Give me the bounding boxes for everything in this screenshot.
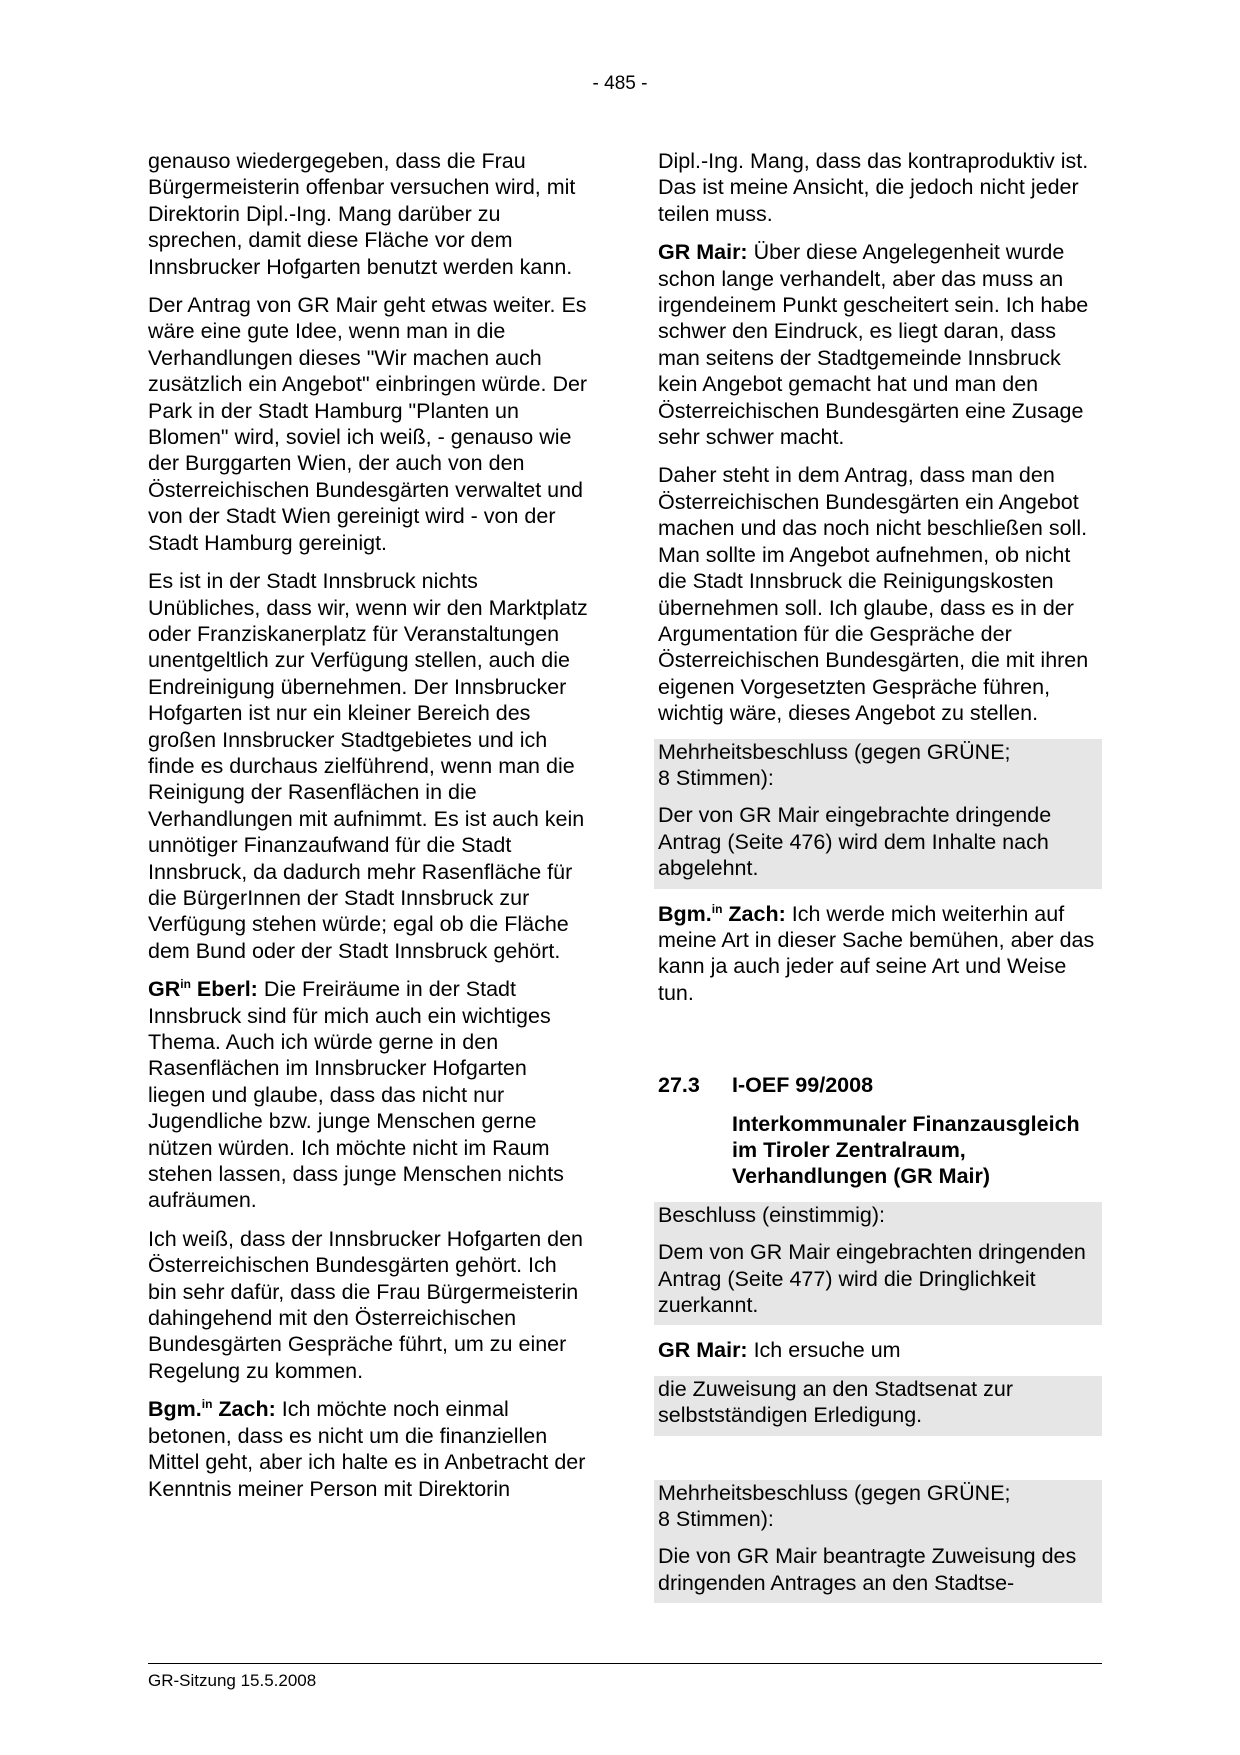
speech-eberl: $GR^{in}$ Eberl: Die Freiräume in der Stadt Innsbruck sind für mich auch ein wichtiges Thema. Auch ich würde gerne in den Rasenflächen im Innsbrucker Hofgarten liegen und glaube, dass das nicht nur Jugendliche bzw. junge Menschen gerne nützen würden. Ich möchte nicht im Raum stehen lassen, dass junge Menschen nichts aufräumen. xyxy=(148,977,564,1213)
section-title: Interkommunaler Finanzausgleich im Tiroler Zentralraum, Verhandlungen (GR Mair) xyxy=(732,1111,1080,1189)
right-column xyxy=(658,148,1102,1603)
resolution-text: Dem von GR Mair eingebrachten dringenden Antrag (Seite 477) wird die Dringlichkeit zuerkannt. xyxy=(654,1235,1102,1325)
page-number: - 485 - xyxy=(592,73,648,94)
resolution-text: Die von GR Mair beantragte Zuweisung des dringenden Antrages an den Stadtse- xyxy=(654,1539,1102,1603)
request-text: die Zuweisung an den Stadtsenat zur selbstständigen Erledigung. xyxy=(654,1376,1102,1436)
paragraph: Dipl.-Ing. Mang, dass das kontraproduktiv ist. Das ist meine Ansicht, die jedoch nicht jeder teilen muss. xyxy=(658,149,1089,226)
resolution-heading: Beschluss (einstimmig): xyxy=(654,1202,1102,1235)
footer-session-date: GR-Sitzung 15.5.2008 xyxy=(148,1671,317,1690)
footer-divider xyxy=(148,1663,1102,1664)
speech-zach: Bgm.$^{in}$ Zach: Ich werde mich weiterhin auf meine Art in dieser Sache bemühen, aber das kann ja auch jeder auf seine Art und Weise tun. xyxy=(658,901,1095,1005)
speaker-label: Bgm.$^{in}$ Zach: xyxy=(658,901,786,926)
speaker-label: GR Mair: xyxy=(658,1338,748,1363)
paragraph: Der Antrag von GR Mair geht etwas weiter. Es wäre eine gute Idee, wenn man in die Verhandlungen dieses "Wir machen auch zusätzlich ein Angebot" einbringen würde. Der Park in der Stadt Hamburg "Planten un Blomen" wird, soviel ich weiß, - genauso wie der Burggarten Wien, der auch von den Österreichischen Bundesgärten verwaltet und von der Stadt Wien gereinigt wird - von der Stadt Hamburg gereinigt. xyxy=(148,293,588,555)
spacer xyxy=(658,1436,1102,1480)
paragraph: Es ist in der Stadt Innsbruck nichts Unübliches, dass wir, wenn wir den Marktplatz oder Franziskanerplatz für Veranstaltungen unentgeltlich zur Verfügung stellen, auch die Endreinigung übernehmen. Der Innsbrucker Hofgarten ist nur ein kleiner Bereich des großen Innsbrucker Stadtgebietes und ich finde es durchaus zielführend, wenn man die Reinigung der Rasenflächen in die Verhandlungen mit aufnimmt. Es ist auch kein unnötiger Finanzaufwand für die Stadt Innsbruck, da dadurch mehr Rasenfläche für die BürgerInnen der Stadt Innsbruck zur Verfügung stehen würde; egal ob die Fläche dem Bund oder der Stadt Innsbruck gehört. xyxy=(148,569,588,963)
speaker-label: $GR^{in}$ Eberl: xyxy=(148,977,258,1002)
speech-mair: GR Mair: Über diese Angelegenheit wurde schon lange verhandelt, aber das muss an irgendeinem Punkt gescheitert sein. Ich habe schwer den Eindruck, es liegt daran, dass man seitens der Stadtgemeinde Innsbruck kein Angebot gemacht hat und man den Österreichischen Bundesgärten eine Zusage sehr schwer macht. xyxy=(658,240,1089,450)
section-code: I-OEF 99/2008 xyxy=(732,1073,874,1098)
resolution-text: Der von GR Mair eingebrachte dringende Antrag (Seite 476) wird dem Inhalte nach abgelehnt. xyxy=(654,798,1102,888)
speech-mair: GR Mair: Ich ersuche um xyxy=(658,1338,901,1363)
left-column xyxy=(148,148,588,1514)
speaker-label: Bgm.$^{in}$ Zach: xyxy=(148,1397,276,1422)
resolution-heading: Mehrheitsbeschluss (gegen GRÜNE; 8 Stimmen): xyxy=(654,739,1102,799)
paragraph: Ich weiß, dass der Innsbrucker Hofgarten den Österreichischen Bundesgärten gehört. Ich bin sehr dafür, dass die Frau Bürgermeisterin dahingehend mit den Österreichischen Bundesgärten Gespräche führt, um zu einer Regelung zu kommen. xyxy=(148,1226,583,1383)
speaker-label: GR Mair: xyxy=(658,240,748,265)
paragraph: Daher steht in dem Antrag, dass man den Österreichischen Bundesgärten ein Angebot machen und das noch nicht beschließen soll. Man sollte im Angebot aufnehmen, ob nicht die Stadt Innsbruck die Reinigungskosten übernehmen soll. Ich glaube, dass es in der Argumentation für die Gespräche der Österreichischen Bundesgärten, die mit ihren eigenen Vorgesetzten Gespräche führen, wichtig wäre, dieses Angebot zu stellen. xyxy=(658,463,1089,726)
section-number: 27.3 xyxy=(658,1073,700,1098)
paragraph: genauso wiedergegeben, dass die Frau Bürgermeisterin offenbar versuchen wird, mit Direktorin Dipl.-Ing. Mang darüber zu sprechen, damit diese Fläche vor dem Innsbrucker Hofgarten benutzt werden kann. xyxy=(148,149,576,279)
speech-zach: Bgm.$^{in}$ Zach: Ich möchte noch einmal betonen, dass es nicht um die finanziellen Mittel geht, aber ich halte es in Anbetracht der Kenntnis meiner Person mit Direktorin xyxy=(148,1397,586,1501)
resolution-heading: Mehrheitsbeschluss (gegen GRÜNE; 8 Stimmen): xyxy=(654,1480,1102,1540)
section-heading xyxy=(658,1072,1102,1098)
